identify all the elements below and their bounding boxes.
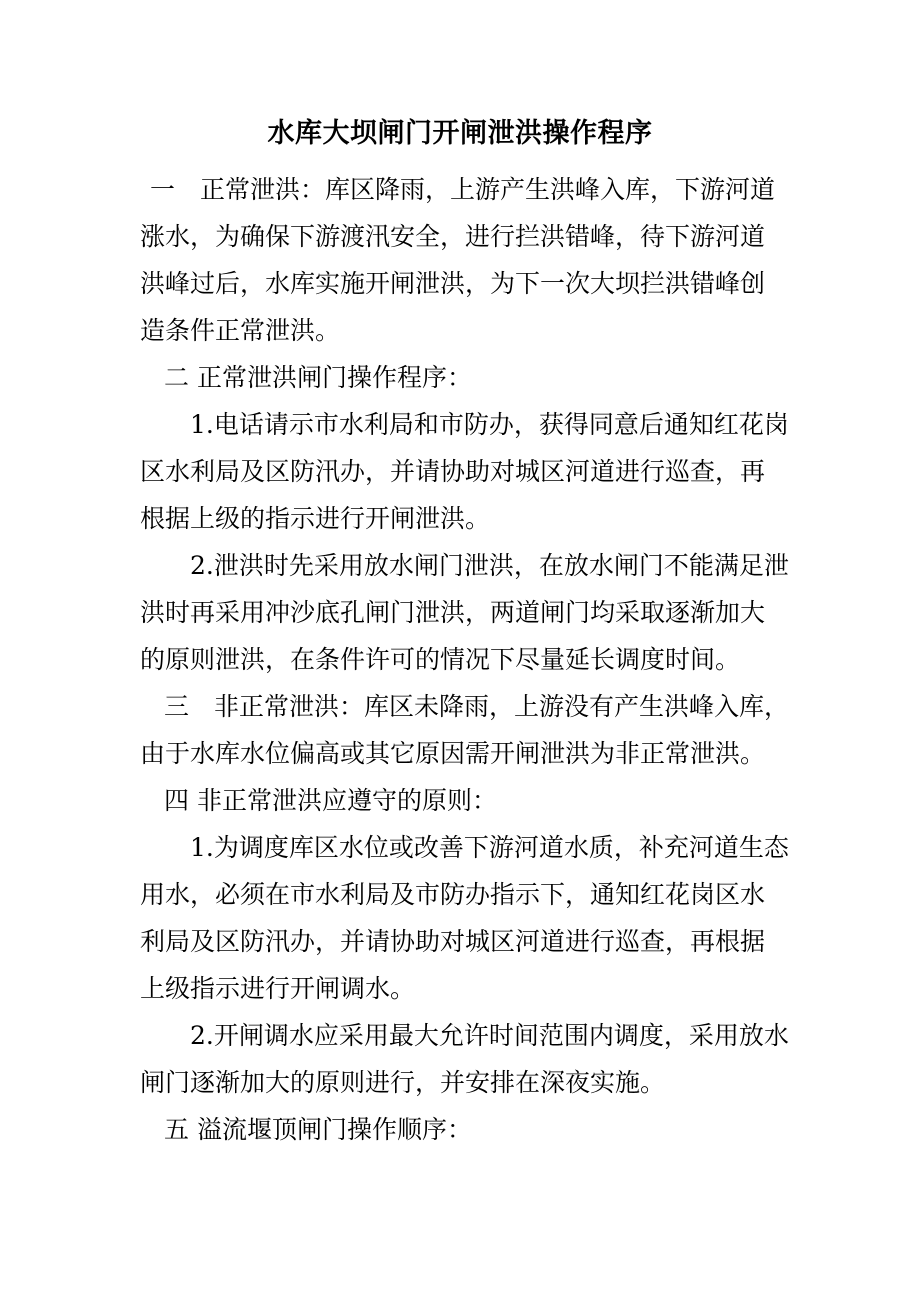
text-line: 根据上级的指示进行开闸泄洪。 (140, 504, 491, 533)
text-line: 区水利局及区防汛办，并请协助对城区河道进行巡查，再 (140, 457, 766, 486)
text-line: 涨水，为确保下游渡汛安全，进行拦洪错峰，待下游河道 (140, 222, 766, 251)
text-line: 造条件正常泄洪。 (140, 316, 341, 345)
text-line: 1.电话请示市水利局和市防办，获得同意后通知红花岗 (190, 410, 789, 439)
text-line: 五 溢流堰顶闸门操作顺序： (164, 1115, 472, 1144)
text-line: 洪时再采用冲沙底孔闸门泄洪，两道闸门均采取逐渐加大 (140, 598, 766, 627)
text-line: 利局及区防汛办，并请协助对城区河道进行巡查，再根据 (140, 927, 766, 956)
text-line: 用水，必须在市水利局及市防办指示下，通知红花岗区水 (140, 880, 766, 909)
text-line: 的原则泄洪，在条件许可的情况下尽量延长调度时间。 (140, 645, 741, 674)
text-line: 洪峰过后，水库实施开闸泄洪，为下一次大坝拦洪错峰创 (140, 269, 766, 298)
text-line: 四 非正常泄洪应遵守的原则： (164, 786, 497, 815)
paragraph-principle-2 (140, 1012, 788, 1106)
paragraph-procedure-step-1 (140, 401, 788, 542)
text-line: 二 正常泄洪闸门操作程序： (164, 363, 472, 392)
text-line: 2.开闸调水应采用最大允许时间范围内调度，采用放水 (190, 1021, 789, 1050)
heading-normal-procedure (140, 354, 788, 401)
heading-abnormal-principles (140, 777, 788, 824)
paragraph-procedure-step-2 (140, 542, 788, 683)
text-line: 2.泄洪时先采用放水闸门泄洪，在放水闸门不能满足泄 (190, 551, 789, 580)
text-line: 闸门逐渐加大的原则进行，并安排在深夜实施。 (140, 1068, 666, 1097)
paragraph-abnormal-discharge (140, 683, 788, 777)
text-line: 上级指示进行开闸调水。 (140, 974, 416, 1003)
text-line: 三 非正常泄洪：库区未降雨，上游没有产生洪峰入库， (164, 692, 790, 721)
paragraph-principle-1 (140, 824, 788, 1012)
text-line: 一 正常泄洪：库区降雨，上游产生洪峰入库，下游河道 (150, 175, 776, 204)
document-title: 水库大坝闸门开闸泄洪操作程序 (267, 118, 653, 149)
text-line: 由于水库水位偏高或其它原因需开闸泄洪为非正常泄洪。 (140, 739, 766, 768)
text-line: 1.为调度库区水位或改善下游河道水质，补充河道生态 (190, 833, 789, 862)
document-body (140, 166, 788, 1153)
heading-weir-gate-sequence (140, 1106, 788, 1153)
paragraph-normal-discharge (140, 166, 788, 354)
